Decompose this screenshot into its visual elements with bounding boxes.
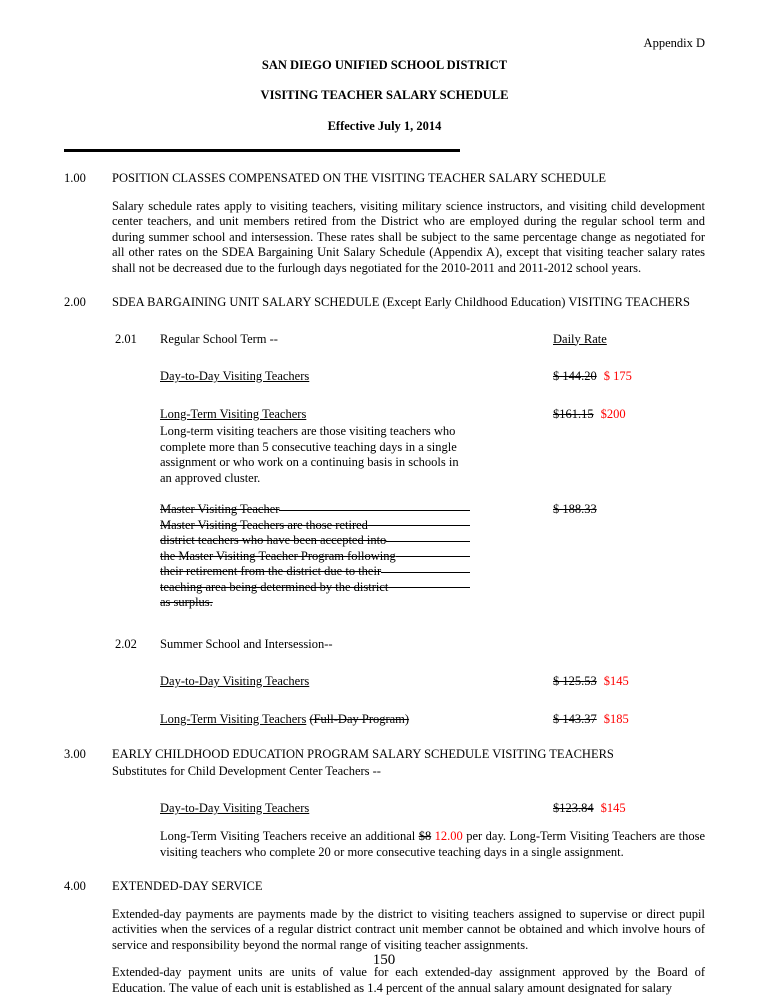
paragraph-text: per day. Long-Term Visiting Teachers are those visiting teachers who complete 20 or more consecutive teaching days in a single assignment. bbox=[160, 829, 706, 859]
subsection-2-02-number: 2.02 bbox=[115, 636, 137, 651]
page-number: 150 bbox=[372, 952, 396, 969]
rate-row-label-struck: (Full-Day Program) bbox=[309, 712, 410, 726]
section-2-heading: SDEA BARGAINING UNIT SALARY SCHEDULE (Except Early Childhood Education) VISITING TEACHERS bbox=[112, 295, 690, 309]
effective-date: Effective July 1, 2014 bbox=[327, 118, 442, 133]
old-rate: $ 125.53 bbox=[553, 674, 597, 688]
section-1-heading: POSITION CLASSES COMPENSATED ON THE VISITING TEACHER SALARY SCHEDULE bbox=[112, 171, 607, 185]
section-3-heading-block bbox=[112, 747, 705, 779]
master-description-text: district teachers who have been accepted into bbox=[160, 533, 387, 547]
master-description-text: the Master Visiting Teacher Program following bbox=[160, 548, 396, 563]
master-description-line bbox=[160, 518, 470, 534]
master-description-line bbox=[160, 533, 470, 549]
master-description-text: their retirement from the district due to their bbox=[160, 564, 382, 578]
rate-row-long-term-regular bbox=[160, 407, 705, 423]
section-4-number: 4.00 bbox=[64, 879, 86, 893]
master-description-text: teaching area being determined by the district bbox=[160, 579, 389, 594]
old-rate: $ 143.37 bbox=[553, 712, 597, 726]
section-1 bbox=[64, 171, 705, 187]
old-rate: $ 188.33 bbox=[553, 502, 597, 516]
master-description-line bbox=[160, 595, 470, 611]
daily-rate-header: Daily Rate bbox=[553, 331, 607, 346]
rate-values bbox=[553, 801, 626, 817]
rate-row-long-term-summer bbox=[160, 712, 705, 728]
master-description-line bbox=[160, 580, 470, 596]
section-4 bbox=[64, 879, 705, 895]
paragraph-text: Long-Term Visiting Teachers receive an additional bbox=[160, 829, 416, 843]
rate-values bbox=[553, 712, 629, 728]
rate-row-label: Long-Term Visiting Teachers bbox=[160, 407, 307, 421]
long-term-description: Long-term visiting teachers are those visiting teachers who complete more than 5 consecutive teaching days in a single assignment or who work on a continuing basis in schools in an approved cluster. bbox=[160, 424, 459, 485]
master-description-line bbox=[160, 564, 470, 580]
rate-row-label: Long-Term Visiting Teachers bbox=[160, 712, 307, 726]
new-rate: $185 bbox=[603, 712, 629, 726]
section-4-paragraph-1: Extended-day payments are payments made by the district to visiting teachers assigned to supervise or direct pupil activities when the services of a regular district contract unit member cannot be obtained and which involve hours of service and responsibility beyond the normal range of visiting teacher assignments. bbox=[112, 906, 705, 952]
rate-row-label: Day-to-Day Visiting Teachers bbox=[160, 369, 310, 383]
new-rate: $200 bbox=[600, 407, 626, 421]
rate-row-day-to-day-ece bbox=[160, 801, 705, 817]
subsection-2-02-title: Summer School and Intersession-- bbox=[160, 636, 333, 651]
new-rate: $145 bbox=[600, 801, 626, 815]
doc-title: VISITING TEACHER SALARY SCHEDULE bbox=[260, 88, 509, 102]
rate-row-day-to-day-regular bbox=[160, 369, 705, 385]
rate-values bbox=[553, 502, 597, 518]
old-amount: $8 bbox=[418, 829, 432, 843]
old-rate: $123.84 bbox=[553, 801, 594, 815]
master-visiting-teacher-block bbox=[160, 502, 705, 611]
section-1-paragraph: Salary schedule rates apply to visiting teachers, visiting military science instructors, and visiting child development center teachers, and unit members retired from the District who are employed during the regular school term and during summer school and intersession. These rates shall be subject to the same percentage change as negotiated for all other rates on the SDEA Bargaining Unit Salary Schedule (Appendix A), except that visiting teacher salary rates shall not be decreased due to the furlough days negotiated for the 2010-2011 and 2011-2012 school years. bbox=[112, 198, 705, 275]
section-3 bbox=[64, 747, 705, 779]
subsection-2-02 bbox=[115, 637, 705, 653]
subsection-2-01-number: 2.01 bbox=[115, 331, 137, 346]
header-divider bbox=[64, 149, 460, 152]
section-4-paragraph-2: Extended-day payment units are units of value for each extended-day assignment approved by the Board of Education. The value of each unit is established as 1.4 percent of the annual salary amount designated for salary bbox=[112, 965, 705, 995]
master-description-text: as surplus. bbox=[160, 595, 213, 609]
rate-row-label: Day-to-Day Visiting Teachers bbox=[160, 674, 310, 688]
new-rate: $ 175 bbox=[603, 369, 632, 383]
section-3-paragraph bbox=[160, 829, 705, 860]
old-rate: $ 144.20 bbox=[553, 369, 597, 383]
rate-values bbox=[553, 674, 629, 690]
district-title: SAN DIEGO UNIFIED SCHOOL DISTRICT bbox=[261, 57, 508, 72]
new-amount: 12.00 bbox=[434, 829, 463, 843]
rate-row-day-to-day-summer bbox=[160, 674, 705, 690]
section-2-number: 2.00 bbox=[64, 295, 86, 309]
subsection-2-01-title: Regular School Term -- bbox=[160, 331, 278, 346]
section-3-heading: EARLY CHILDHOOD EDUCATION PROGRAM SALARY SCHEDULE VISITING TEACHERS bbox=[112, 747, 614, 761]
section-2 bbox=[64, 295, 705, 311]
master-title-row bbox=[160, 502, 597, 518]
subsection-2-01 bbox=[115, 332, 705, 348]
master-title-label: Master Visiting Teacher bbox=[160, 502, 280, 516]
old-rate: $161.15 bbox=[553, 407, 594, 421]
master-description-text: Master Visiting Teachers are those retired bbox=[160, 517, 368, 532]
new-rate: $145 bbox=[603, 674, 629, 688]
rate-values bbox=[553, 369, 632, 385]
section-1-number: 1.00 bbox=[64, 171, 86, 185]
section-3-number: 3.00 bbox=[64, 747, 86, 761]
rate-row-label: Day-to-Day Visiting Teachers bbox=[160, 801, 310, 815]
section-3-subheading: Substitutes for Child Development Center Teachers -- bbox=[112, 763, 381, 778]
rate-values bbox=[553, 407, 626, 423]
section-4-heading: EXTENDED-DAY SERVICE bbox=[112, 879, 263, 893]
master-description-line bbox=[160, 549, 470, 565]
appendix-label: Appendix D bbox=[643, 36, 705, 50]
